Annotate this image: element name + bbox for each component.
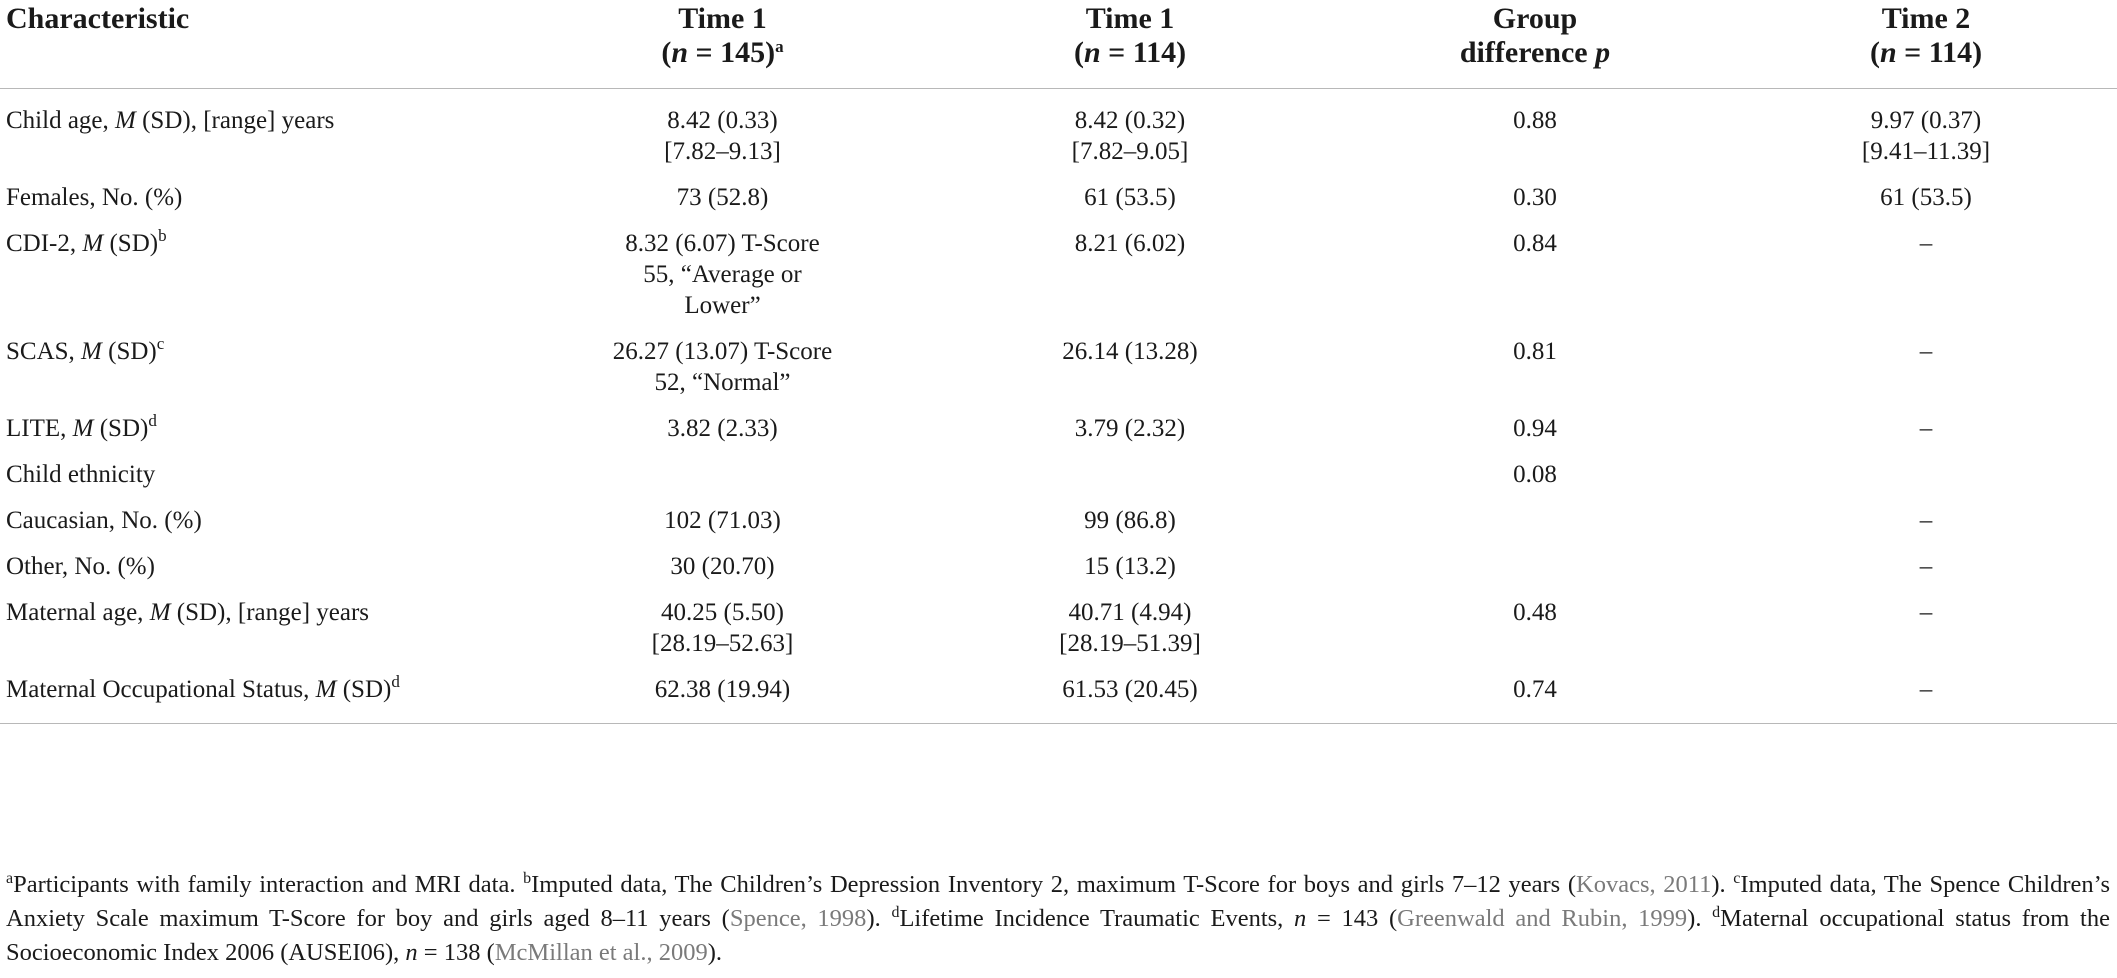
header-group-difference-text: difference: [1459, 36, 1596, 69]
table-row: [0, 459, 2117, 505]
header-time2-n: [1735, 36, 2117, 70]
cell-time1-subset-line: [7.82–9.05]: [1071, 138, 1189, 165]
footnote-c-close: ).: [866, 905, 892, 932]
row-label-stat-symbol: M: [315, 676, 337, 703]
footnote-d2-mark: d: [1712, 904, 1721, 921]
table-footnotes: [6, 868, 2110, 970]
cell-group-difference-p-value: 0.94: [1513, 415, 1557, 442]
cell-group-difference-p: [1335, 182, 1735, 228]
row-label-text: Females, No. (%): [6, 184, 183, 211]
cell-time1-subset: [925, 228, 1335, 336]
row-label: [0, 182, 520, 228]
row-label-text-2: (SD): [93, 415, 149, 442]
row-label-text: Other, No. (%): [6, 553, 155, 580]
header-time2-n-value: = 114): [1896, 36, 1983, 69]
row-label-footnote-mark: c: [156, 334, 165, 353]
row-label-text: CDI-2,: [6, 230, 83, 257]
footnote-d1-close: ).: [1687, 905, 1713, 932]
footnote-a-mark: a: [6, 870, 14, 887]
footnote-d1-text: Lifetime Incidence Traumatic Events,: [899, 905, 1295, 932]
footnote-d2-citation-link[interactable]: McMillan et al., 2009: [494, 939, 708, 966]
table-row: [0, 182, 2117, 228]
row-label: [0, 459, 520, 505]
footnote-d1-mark: d: [891, 904, 900, 921]
cell-group-difference-p-value: 0.48: [1513, 599, 1557, 626]
cell-group-difference-p-value: 0.30: [1513, 184, 1557, 211]
header-time1-full: [520, 0, 925, 89]
cell-group-difference-p-value: 0.88: [1513, 107, 1557, 134]
cell-time1-subset: [925, 597, 1335, 674]
header-group-difference-line2: [1335, 36, 1735, 70]
header-time1-full-footnote-mark: a: [775, 37, 784, 56]
header-time2-n-open: (: [1869, 36, 1880, 69]
row-label: [0, 336, 520, 413]
cell-time2-line: –: [1919, 507, 1933, 534]
cell-time1-subset-line: [28.19–51.39]: [1059, 630, 1201, 657]
header-time2: [1735, 0, 2117, 89]
cell-time1-full: [520, 105, 925, 182]
cell-group-difference-p-value: 0.08: [1513, 461, 1557, 488]
cell-time2: [1735, 182, 2117, 228]
row-label: [0, 228, 520, 336]
cell-time2: [1735, 413, 2117, 459]
cell-group-difference-p: [1335, 674, 1735, 724]
cell-group-difference-p: [1335, 505, 1735, 551]
cell-time2: [1735, 228, 2117, 336]
cell-time1-full: [520, 505, 925, 551]
cell-group-difference-p: [1335, 459, 1735, 505]
row-label: [0, 105, 520, 182]
cell-time1-full-line: 62.38 (19.94): [654, 676, 791, 703]
row-label-stat-symbol: M: [149, 599, 171, 626]
cell-time1-subset-line: 40.71 (4.94): [1068, 599, 1192, 626]
cell-time2: [1735, 674, 2117, 724]
row-label-footnote-mark: d: [391, 672, 400, 691]
footnote-c-mark: c: [1733, 870, 1741, 887]
cell-time2: [1735, 459, 2117, 505]
cell-time1-full: [520, 674, 925, 724]
header-time1-full-n: [520, 36, 925, 70]
row-label-footnote-mark: d: [148, 411, 157, 430]
cell-time2-line: –: [1919, 599, 1933, 626]
header-time2-title: Time 2: [1881, 2, 1971, 35]
footnote-b-close: ).: [1711, 871, 1734, 898]
footnote-d2-text: Maternal occupational status from the Socioeconomic Index 2006 (AUSEI06),: [6, 905, 2110, 966]
cell-time1-subset-line: 61 (53.5): [1084, 184, 1176, 211]
table-row: [0, 674, 2117, 724]
cell-time1-subset-line: 61.53 (20.45): [1062, 676, 1198, 703]
cell-time1-subset-line: 15 (13.2): [1084, 553, 1176, 580]
cell-group-difference-p-value: 0.84: [1513, 230, 1557, 257]
row-label-text: LITE,: [6, 415, 73, 442]
table-row: [0, 413, 2117, 459]
table-row: [0, 105, 2117, 182]
cell-time1-full-line: 102 (71.03): [664, 507, 781, 534]
cell-time1-subset: [925, 674, 1335, 724]
header-time1-subset-n-symbol: n: [1083, 36, 1101, 69]
cell-time2-line: 61 (53.5): [1880, 184, 1972, 211]
cell-time2-line: 9.97 (0.37): [1870, 107, 1982, 134]
header-time1-subset-title: Time 1: [1085, 2, 1175, 35]
cell-time1-full-line: 8.42 (0.33): [667, 107, 778, 134]
cell-time2: [1735, 336, 2117, 413]
row-label-text-2: (SD), [range] years: [135, 107, 335, 134]
cell-time1-subset-line: 8.21 (6.02): [1074, 230, 1186, 257]
header-characteristic-label: Characteristic: [6, 2, 190, 35]
cell-time2-line: [9.41–11.39]: [1861, 138, 1991, 165]
row-label-text: Child age,: [6, 107, 116, 134]
header-time1-subset-n: [925, 36, 1335, 70]
cell-group-difference-p: [1335, 228, 1735, 336]
row-label-text-2: (SD): [101, 338, 157, 365]
row-label: [0, 597, 520, 674]
row-label-text-2: (SD), [range] years: [170, 599, 370, 626]
cell-group-difference-p: [1335, 597, 1735, 674]
cell-group-difference-p: [1335, 105, 1735, 182]
table-row: [0, 228, 2117, 336]
header-time1-full-title: Time 1: [678, 2, 767, 35]
cell-time1-full: [520, 597, 925, 674]
row-label-text: Maternal Occupational Status,: [6, 676, 316, 703]
footnote-a-text: Participants with family interaction and MRI data.: [13, 871, 524, 898]
cell-time2-line: –: [1919, 338, 1933, 365]
row-label-text-2: (SD): [103, 230, 159, 257]
cell-time1-full-line: Lower”: [684, 292, 761, 319]
footnote-c-citation-link[interactable]: Spence, 1998: [729, 905, 867, 932]
row-label-stat-symbol: M: [115, 107, 136, 134]
cell-time2: [1735, 551, 2117, 597]
table-spacer: [0, 89, 2117, 106]
cell-time1-full: [520, 228, 925, 336]
cell-time1-subset: [925, 505, 1335, 551]
header-time1-full-n-value: = 145): [688, 36, 776, 69]
cell-group-difference-p: [1335, 551, 1735, 597]
cell-time1-subset-line: 3.79 (2.32): [1074, 415, 1186, 442]
header-group-difference-p: p: [1595, 36, 1611, 69]
cell-time1-full-line: 73 (52.8): [676, 184, 769, 211]
header-time2-n-symbol: n: [1879, 36, 1897, 69]
cell-time1-subset-line: 8.42 (0.32): [1074, 107, 1186, 134]
cell-time1-subset: [925, 413, 1335, 459]
footnote-d1-n: n: [1294, 905, 1307, 932]
cell-time2: [1735, 105, 2117, 182]
row-label-text-2: (SD): [336, 676, 392, 703]
header-time1-subset: [925, 0, 1335, 89]
row-label: [0, 505, 520, 551]
table-body: [0, 89, 2117, 724]
cell-time1-full-line: 52, “Normal”: [654, 369, 791, 396]
table-spacer-cell: [0, 89, 2117, 106]
cell-group-difference-p: [1335, 336, 1735, 413]
cell-time1-full: [520, 459, 925, 505]
footnote-d1-count: = 143 (: [1306, 905, 1398, 932]
cell-time2-line: –: [1919, 230, 1933, 257]
table-row: [0, 336, 2117, 413]
cell-time1-subset: [925, 551, 1335, 597]
cell-time1-full-line: 8.32 (6.07) T-Score: [625, 230, 820, 257]
footnote-d2-n: n: [405, 939, 418, 966]
footnote-b-text: Imputed data, The Children’s Depression Inventory 2, maximum T-Score for boys and girls 7–12 years (: [531, 871, 1577, 898]
header-time1-subset-n-value: = 114): [1100, 36, 1187, 69]
cell-time1-full: [520, 182, 925, 228]
row-label-text: SCAS,: [6, 338, 82, 365]
header-time1-full-n-symbol: n: [671, 36, 689, 69]
cell-time1-subset-line: 99 (86.8): [1084, 507, 1176, 534]
row-label-text: Caucasian, No. (%): [6, 507, 202, 534]
cell-group-difference-p-value: 0.81: [1513, 338, 1557, 365]
cell-time1-full-line: 30 (20.70): [670, 553, 775, 580]
cell-group-difference-p-value: 0.74: [1513, 676, 1557, 703]
footnote-d1-citation-link[interactable]: Greenwald and Rubin, 1999: [1397, 905, 1688, 932]
cell-time1-subset: [925, 336, 1335, 413]
cell-time1-full-line: 40.25 (5.50): [661, 599, 784, 626]
cell-time1-subset: [925, 182, 1335, 228]
table-row: [0, 597, 2117, 674]
row-label-stat-symbol: M: [82, 230, 104, 257]
row-label: [0, 674, 520, 724]
cell-time1-full: [520, 551, 925, 597]
header-characteristic: [0, 0, 520, 89]
cell-time2: [1735, 505, 2117, 551]
footnote-d2-close: ).: [707, 939, 723, 966]
footnote-b-citation-link[interactable]: Kovacs, 2011: [1576, 871, 1712, 898]
cell-time1-subset: [925, 105, 1335, 182]
footnote-c-text: Imputed data, The Spence Children’s Anxiety Scale maximum T-Score for boy and girls aged 8–11 years (: [6, 871, 2110, 932]
header-time1-subset-n-open: (: [1073, 36, 1084, 69]
cell-time1-full: [520, 336, 925, 413]
cell-time2-line: –: [1919, 553, 1933, 580]
cell-time1-subset: [925, 459, 1335, 505]
footnote-b-mark: b: [523, 870, 532, 887]
row-label: [0, 551, 520, 597]
cell-time1-full: [520, 413, 925, 459]
table-row: [0, 505, 2117, 551]
header-group-difference-title: Group: [1492, 2, 1578, 35]
row-label: [0, 413, 520, 459]
cell-time1-full-line: 55, “Average or: [643, 261, 802, 288]
row-label-text: Maternal age,: [6, 599, 150, 626]
footnote-d2-count: = 138 (: [417, 939, 495, 966]
cell-time1-full-line: [28.19–52.63]: [651, 630, 794, 657]
row-label-footnote-mark: b: [158, 226, 167, 245]
cell-time1-full-line: [7.82–9.13]: [664, 138, 781, 165]
cell-group-difference-p: [1335, 413, 1735, 459]
cell-time1-subset-line: 26.14 (13.28): [1062, 338, 1198, 365]
row-label-stat-symbol: M: [72, 415, 94, 442]
cell-time1-full-line: 3.82 (2.33): [667, 415, 778, 442]
cell-time2: [1735, 597, 2117, 674]
header-group-difference: [1335, 0, 1735, 89]
cell-time2-line: –: [1919, 415, 1933, 442]
header-time1-full-n-open: (: [661, 36, 672, 69]
cell-time2-line: –: [1919, 676, 1933, 703]
cell-time1-full-line: 26.27 (13.07) T-Score: [612, 338, 833, 365]
table-header: [0, 0, 2117, 89]
row-label-stat-symbol: M: [81, 338, 102, 365]
table-row: [0, 551, 2117, 597]
row-label-text: Child ethnicity: [6, 461, 156, 488]
